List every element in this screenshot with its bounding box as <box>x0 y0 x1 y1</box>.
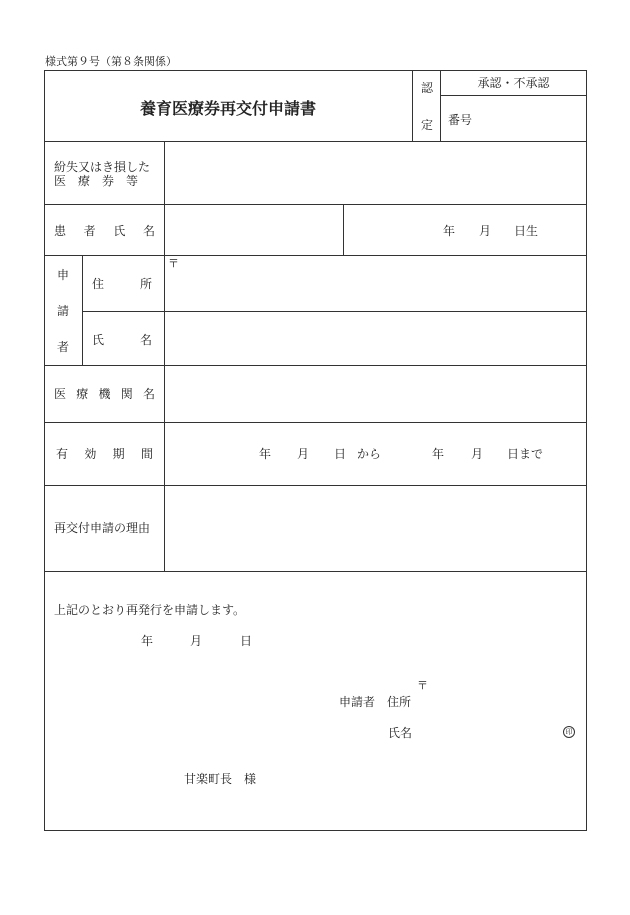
institution-label <box>54 387 155 401</box>
lost-item-label: 紛失又はき損した <box>54 160 151 174</box>
label-char: 間 <box>140 447 153 461</box>
label-char: 名 <box>142 387 155 401</box>
label-char: 者 <box>83 224 96 238</box>
label-char: 効 <box>84 447 97 461</box>
divider <box>164 141 165 571</box>
declaration-year: 年 <box>141 634 154 648</box>
divider <box>343 204 344 255</box>
label-char: 期 <box>112 447 125 461</box>
label-char: 名 <box>142 224 155 238</box>
label-char: 名 <box>139 333 152 347</box>
approval-stamp-label: 定 <box>421 118 434 132</box>
label-char: 有 <box>56 447 69 461</box>
postal-mark: 〒 <box>417 679 428 692</box>
applicant-group-char: 請 <box>56 304 69 318</box>
divider <box>44 255 587 256</box>
seal-mark: 印 <box>563 726 575 738</box>
divider <box>44 485 587 486</box>
applicant-group-char: 者 <box>56 340 69 354</box>
birth-day: 日生 <box>514 224 539 238</box>
label-char: 住 <box>92 277 105 291</box>
label-char: 氏 <box>92 333 105 347</box>
divider <box>44 204 587 205</box>
form-number: 様式第９号（第８条関係） <box>45 55 177 68</box>
validity-to-year: 年 <box>432 447 445 461</box>
approval-number-label: 番号 <box>448 113 473 127</box>
name-label <box>92 333 152 347</box>
validity-from-month: 月 <box>297 447 310 461</box>
lost-item-label <box>54 174 155 188</box>
label-char: 医 療 券 等 <box>54 174 139 188</box>
divider <box>44 141 587 142</box>
label-char: 氏 <box>113 224 126 238</box>
applicant-name-label: 氏名 <box>388 726 413 740</box>
divider <box>44 422 587 423</box>
label-char: 療 <box>76 387 89 401</box>
applicant-address-label: 申請者 住所 <box>339 695 412 709</box>
label-char: 関 <box>120 387 133 401</box>
divider <box>44 365 587 366</box>
divider <box>82 255 83 365</box>
declaration-day: 日 <box>240 634 253 648</box>
validity-to-month: 月 <box>471 447 484 461</box>
address-label <box>92 277 152 291</box>
divider <box>82 311 587 312</box>
addressee: 甘楽町長 様 <box>184 772 257 786</box>
validity-from-suffix: から <box>357 447 382 461</box>
divider <box>440 95 587 96</box>
label-char: 所 <box>139 277 152 291</box>
approval-stamp-label: 認 <box>421 81 434 95</box>
label-char: 患 <box>54 224 67 238</box>
postal-mark: 〒 <box>168 257 179 270</box>
validity-to-day: 日まで <box>507 447 544 461</box>
approval-status: 承認・不承認 <box>477 76 550 90</box>
applicant-group-char: 申 <box>56 268 69 282</box>
validity-label <box>56 447 153 461</box>
validity-from-day: 日 <box>334 447 347 461</box>
label-char: 医 <box>54 387 67 401</box>
divider <box>412 70 413 141</box>
label-char: 機 <box>98 387 111 401</box>
declaration-month: 月 <box>190 634 203 648</box>
birth-year: 年 <box>443 224 456 238</box>
declaration-statement: 上記のとおり再発行を申請します。 <box>54 603 246 617</box>
validity-from-year: 年 <box>259 447 272 461</box>
form-title: 養育医療券再交付申請書 <box>139 99 316 118</box>
reason-label: 再交付申請の理由 <box>54 521 151 535</box>
divider <box>44 571 587 572</box>
birth-month: 月 <box>479 224 492 238</box>
patient-name-label <box>54 224 155 238</box>
